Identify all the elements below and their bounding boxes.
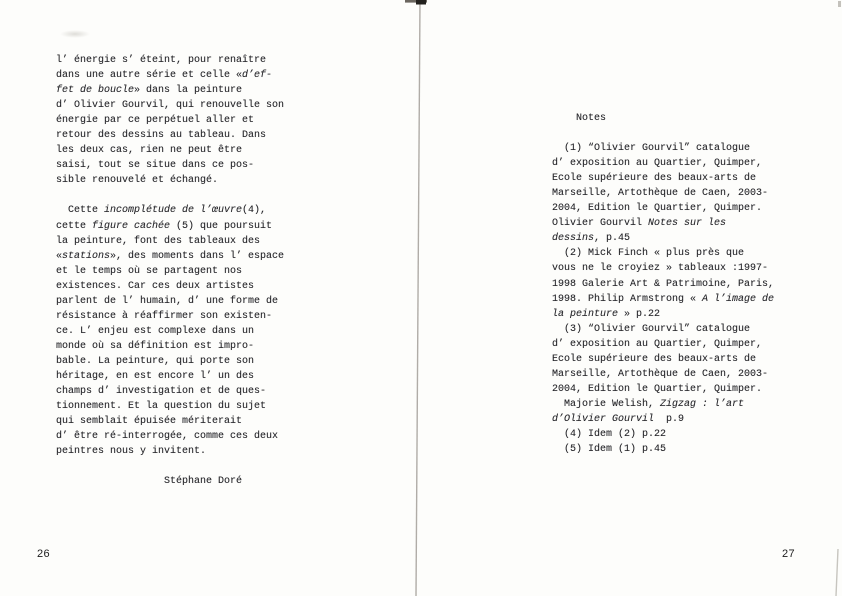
italic-text-segment: dessins (552, 233, 595, 245)
left-page (0, 0, 418, 596)
left-page-text (56, 53, 284, 489)
text-segment: sible renouvelé et échangé. (56, 175, 219, 187)
text-segment: (4) Idem (2) p.22 (552, 428, 667, 440)
italic-text-segment: stations (62, 250, 111, 262)
text-segment: héritage, en est encore l’ un des (56, 370, 255, 382)
text-segment: Notes (552, 113, 607, 124)
text-line (552, 216, 774, 231)
text-segment: ce. L’ enjeu est complexe dans un (56, 325, 255, 337)
text-line (552, 382, 774, 397)
text-line (56, 188, 284, 203)
italic-text-segment: fet de boucle (56, 85, 135, 97)
text-segment: Ecole supérieure des beaux-arts de (552, 173, 757, 185)
text-line (552, 201, 774, 216)
text-line (552, 126, 774, 141)
text-segment: existences. Car ces deux artistes (56, 280, 255, 292)
text-line (56, 384, 284, 399)
text-segment: (1) “Olivier Gourvil” catalogue (552, 143, 751, 155)
text-line (56, 369, 284, 384)
italic-text-segment: d’ef- (242, 70, 273, 82)
text-segment: et le temps où se partagent nos (56, 265, 243, 277)
text-segment: (5) Idem (1) p.45 (552, 444, 667, 456)
text-segment: les deux cas, rien ne peut être (56, 145, 243, 157)
text-segment: dans une autre série et celle « (56, 70, 243, 82)
text-segment: (5) que poursuit (170, 220, 273, 232)
text-segment: 1998. Philip Armstrong « (552, 293, 703, 305)
text-line (56, 219, 284, 234)
text-line (552, 141, 774, 156)
text-segment: , p.45 (594, 233, 631, 245)
text-segment: (4), (242, 205, 267, 217)
text-segment: champs d’ investigation et de ques- (56, 386, 267, 398)
text-segment: bable. La peinture, qui porte son (56, 355, 255, 367)
italic-text-segment: A l’image de (702, 293, 775, 305)
text-segment: (3) “Olivier Gourvil” catalogue (552, 323, 751, 335)
text-line (552, 231, 774, 246)
text-segment: d’ être ré-interrogée, comme ces deux (56, 431, 279, 443)
right-page (418, 0, 842, 596)
text-line (552, 171, 774, 186)
text-segment: Cette (56, 205, 105, 217)
text-segment: saisi, tout se situe dans ce pos- (56, 160, 255, 172)
right-page-text (552, 111, 774, 457)
italic-text-segment: incomplétude de l’œuvre (104, 205, 243, 217)
page-number-right: 27 (782, 548, 796, 560)
text-line (56, 339, 284, 354)
text-segment: d’ exposition au Quartier, Quimper, (552, 158, 763, 170)
text-segment: Marseille, Artothèque de Caen, 2003- (552, 368, 769, 380)
text-line (56, 234, 284, 249)
italic-text-segment: d’Olivier Gourvil (552, 413, 655, 425)
text-segment: l’ énergie s’ éteint, pour renaître (56, 55, 267, 66)
text-segment: p.9 (654, 413, 685, 425)
text-line (552, 352, 774, 367)
text-line (552, 367, 774, 382)
text-line (56, 158, 284, 173)
text-segment: 1998 Galerie Art & Patrimoine, Paris, (552, 278, 775, 290)
text-line (56, 399, 284, 414)
text-segment: », des moments dans l’ espace (110, 250, 285, 262)
text-line (56, 128, 284, 143)
text-line (56, 53, 284, 68)
text-line (56, 474, 284, 489)
text-line (552, 111, 774, 126)
text-segment: vous ne le croyiez » tableaux :1997- (552, 263, 769, 275)
text-line (56, 173, 284, 188)
text-line (56, 113, 284, 128)
paper-smudge (60, 30, 90, 38)
italic-text-segment: la peinture (552, 308, 619, 320)
text-line (56, 324, 284, 339)
text-line (56, 83, 284, 98)
text-segment: d’ Olivier Gourvil, qui renouvelle son (56, 100, 285, 112)
text-line (552, 277, 774, 292)
text-segment: « (56, 250, 63, 262)
italic-text-segment: Notes sur les (648, 218, 727, 230)
text-line (56, 279, 284, 294)
text-line (56, 68, 284, 83)
italic-text-segment: Zigzag : l’art (660, 398, 745, 410)
page-number-left: 26 (37, 548, 51, 560)
text-segment: peintres nous y invitent. (56, 446, 207, 458)
text-line (56, 309, 284, 324)
text-line (552, 442, 774, 457)
text-segment: Majorie Welish, (552, 398, 661, 410)
text-line (552, 412, 774, 427)
text-line (552, 397, 774, 412)
text-line (552, 246, 774, 261)
text-line (56, 203, 284, 218)
text-line (56, 264, 284, 279)
text-segment: tionnement. Et la question du sujet (56, 401, 267, 413)
text-line (552, 186, 774, 201)
text-line (56, 459, 284, 474)
text-segment: résistance à réaffirmer son existen- (56, 310, 273, 322)
text-segment: qui semblait épuisée mériterait (56, 416, 243, 428)
text-segment: Olivier Gourvil (552, 218, 649, 230)
text-segment: Ecole supérieure des beaux-arts de (552, 353, 757, 365)
text-segment: (2) Mick Finch « plus près que (552, 248, 745, 260)
text-line (56, 98, 284, 113)
text-segment: énergie par ce perpétuel aller et (56, 115, 255, 127)
text-line (552, 337, 774, 352)
text-segment: retour des dessins au tableau. Dans (56, 130, 267, 142)
text-line (552, 427, 774, 442)
text-segment: Marseille, Artothèque de Caen, 2003- (552, 188, 769, 200)
text-segment: d’ exposition au Quartier, Quimper, (552, 338, 763, 350)
text-segment: » p.22 (618, 308, 661, 320)
text-segment: 2004, Edition le Quartier, Quimper. (552, 383, 763, 395)
text-line (56, 444, 284, 459)
text-segment: » dans la peinture (134, 85, 243, 97)
text-segment: 2004, Edition le Quartier, Quimper. (552, 203, 763, 215)
text-segment: Stéphane Doré (56, 476, 243, 488)
text-segment: parlent de l’ humain, d’ une forme de (56, 295, 279, 307)
text-line (56, 249, 284, 264)
text-line (56, 294, 284, 309)
text-line (56, 429, 284, 444)
text-segment: monde où sa définition est impro- (56, 340, 255, 352)
text-line (552, 322, 774, 337)
text-line (56, 414, 284, 429)
text-line (552, 261, 774, 276)
text-line (552, 156, 774, 171)
text-segment: la peinture, font des tableaux des (56, 235, 261, 247)
text-line (552, 292, 774, 307)
text-line (552, 307, 774, 322)
text-line (56, 354, 284, 369)
text-line (56, 143, 284, 158)
italic-text-segment: figure cachée (92, 220, 171, 232)
text-segment: cette (56, 220, 93, 232)
